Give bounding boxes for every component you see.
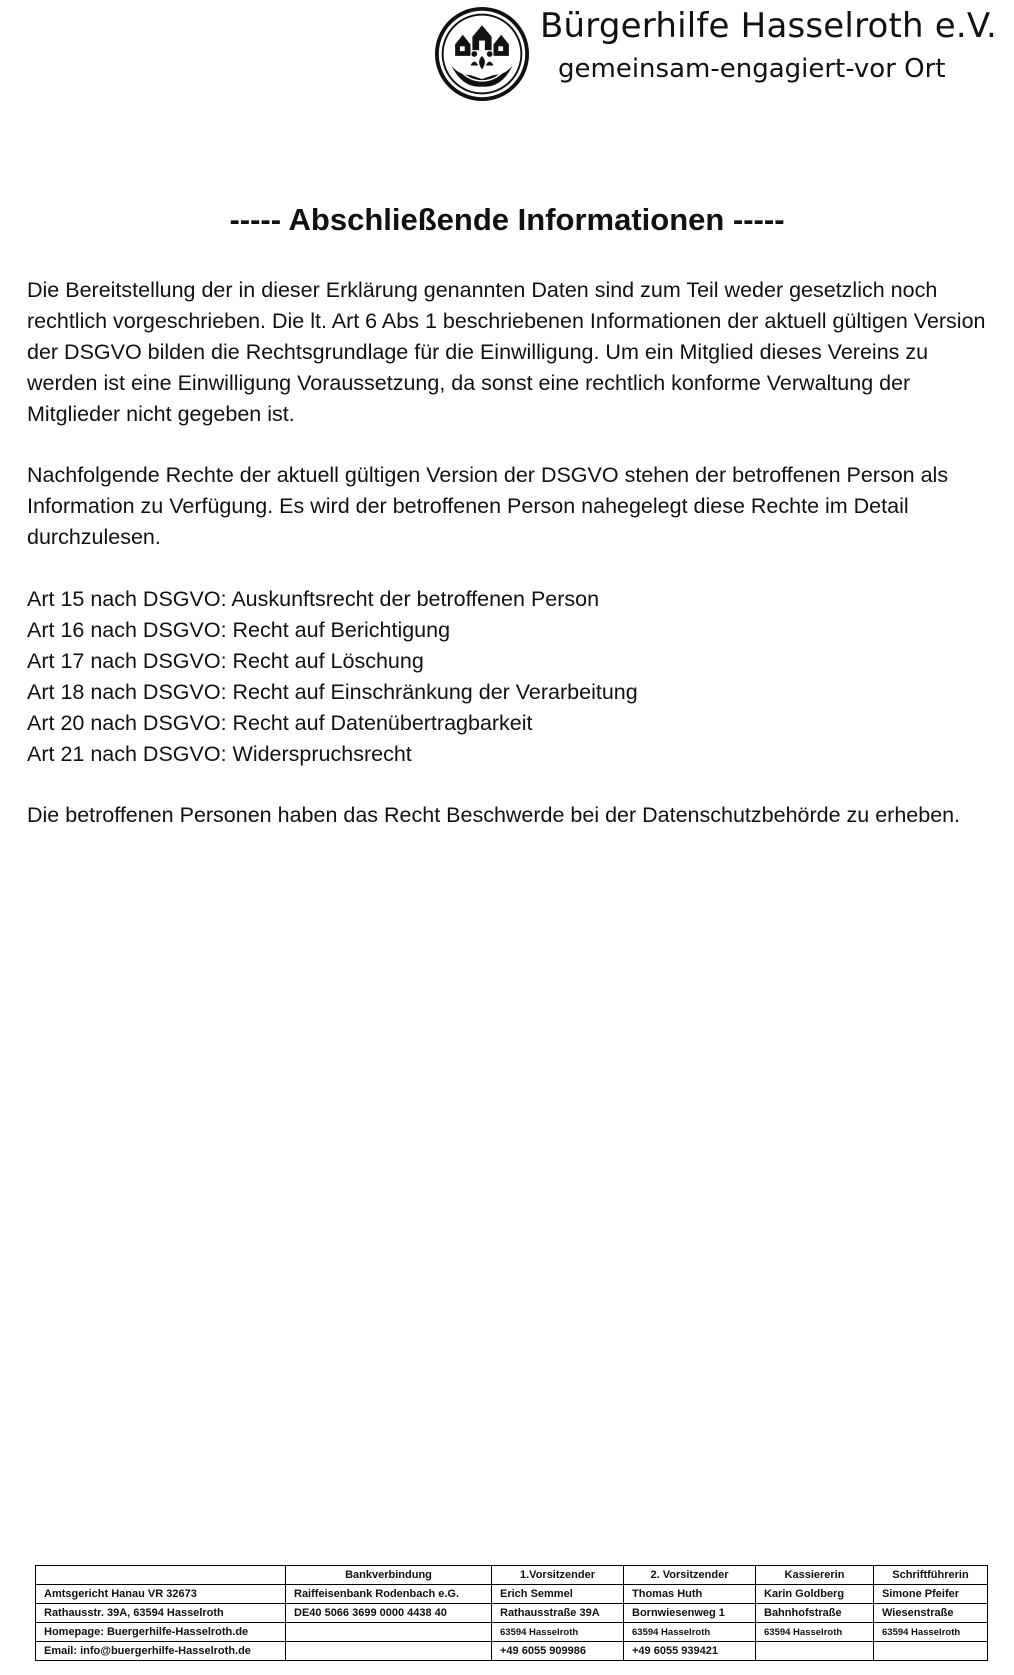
paragraph-complaint: [27, 800, 987, 831]
footer-row: [36, 1604, 988, 1623]
footer-header-cell: 2. Vorsitzender: [624, 1566, 756, 1585]
rights-list: [27, 584, 987, 770]
footer-cell: +49 6055 909986: [492, 1642, 624, 1661]
footer-cell: Rathausstr. 39A, 63594 Hasselroth: [36, 1604, 286, 1623]
footer-header-cell: Schriftführerin: [874, 1566, 988, 1585]
footer-header-cell: [36, 1566, 286, 1585]
footer-cell: 63594 Hasselroth: [624, 1623, 756, 1642]
footer-cell: Email: info@buergerhilfe-Hasselroth.de: [36, 1642, 286, 1661]
footer-cell: 63594 Hasselroth: [874, 1623, 988, 1642]
footer-row: [36, 1585, 988, 1604]
page-title: ----- Abschließende Informationen -----: [229, 202, 785, 237]
rights-list-item: Art 15 nach DSGVO: Auskunftsrecht der betroffenen Person: [27, 587, 600, 611]
community-hands-house-logo-icon: [434, 6, 530, 102]
paragraph-legal-basis: [27, 275, 987, 430]
footer-cell: Amtsgericht Hanau VR 32673: [36, 1585, 286, 1604]
footer-cell: 63594 Hasselroth: [756, 1623, 874, 1642]
paragraph-rights-intro: [27, 460, 987, 553]
footer-cell: Bahnhofstraße: [756, 1604, 874, 1623]
rights-list-item: Art 17 nach DSGVO: Recht auf Löschung: [27, 649, 424, 673]
footer-header-cell: Bankverbindung: [286, 1566, 492, 1585]
footer-cell: [874, 1642, 988, 1661]
footer-row: [36, 1642, 988, 1661]
footer-cell: Rathausstraße 39A: [492, 1604, 624, 1623]
footer-row: [36, 1623, 988, 1642]
footer-cell: Thomas Huth: [624, 1585, 756, 1604]
rights-list-item: Art 18 nach DSGVO: Recht auf Einschränkung der Verarbeitung: [27, 680, 638, 704]
organization-tagline: gemeinsam-engagiert-vor Ort: [558, 54, 946, 84]
rights-list-item: Art 20 nach DSGVO: Recht auf Datenübertragbarkeit: [27, 711, 533, 735]
rights-list-item: Art 21 nach DSGVO: Widerspruchsrecht: [27, 742, 412, 766]
footer-cell: +49 6055 939421: [624, 1642, 756, 1661]
letterhead: [434, 4, 997, 100]
footer-cell: Simone Pfeifer: [874, 1585, 988, 1604]
paragraph-text: Die betroffenen Personen haben das Recht Beschwerde bei der Datenschutzbehörde zu erheben.: [27, 803, 961, 827]
footer-header-row: [36, 1566, 988, 1585]
footer-info-table: [35, 1565, 988, 1661]
footer-cell: Raiffeisenbank Rodenbach e.G.: [286, 1585, 492, 1604]
organization-name: Bürgerhilfe Hasselroth e.V.: [540, 6, 997, 46]
footer-cell: Erich Semmel: [492, 1585, 624, 1604]
paragraph-text: Die Bereitstellung der in dieser Erklärung genannten Daten sind zum Teil weder gesetzlich noch rechtlich vorgeschrieben. Die lt. Art 6 Abs 1 beschriebenen Informationen der aktuell gültigen Version der DSGVO bilden die Rechtsgrundlage für die Einwilligung. Um ein Mitglied dieses Vereins zu werden ist eine Einwilligung Voraussetzung, da sonst eine rechtlich konforme Verwaltung der Mitglieder nicht gegeben ist.: [27, 278, 986, 426]
footer-cell: [286, 1642, 492, 1661]
paragraph-text: Nachfolgende Rechte der aktuell gültigen Version der DSGVO stehen der betroffenen Person als Information zu Verfügung. Es wird der betroffenen Person nahegelegt diese Rechte im Detail durchzulesen.: [27, 463, 949, 549]
footer-cell: Bornwiesenweg 1: [624, 1604, 756, 1623]
footer-cell: Karin Goldberg: [756, 1585, 874, 1604]
footer-cell: DE40 5066 3699 0000 4438 40: [286, 1604, 492, 1623]
footer-cell: Homepage: Buergerhilfe-Hasselroth.de: [36, 1623, 286, 1642]
footer-cell: Wiesenstraße: [874, 1604, 988, 1623]
footer-cell: [286, 1623, 492, 1642]
rights-list-item: Art 16 nach DSGVO: Recht auf Berichtigung: [27, 618, 451, 642]
footer-cell: 63594 Hasselroth: [492, 1623, 624, 1642]
footer-header-cell: Kassiererin: [756, 1566, 874, 1585]
footer-cell: [756, 1642, 874, 1661]
footer-header-cell: 1.Vorsitzender: [492, 1566, 624, 1585]
